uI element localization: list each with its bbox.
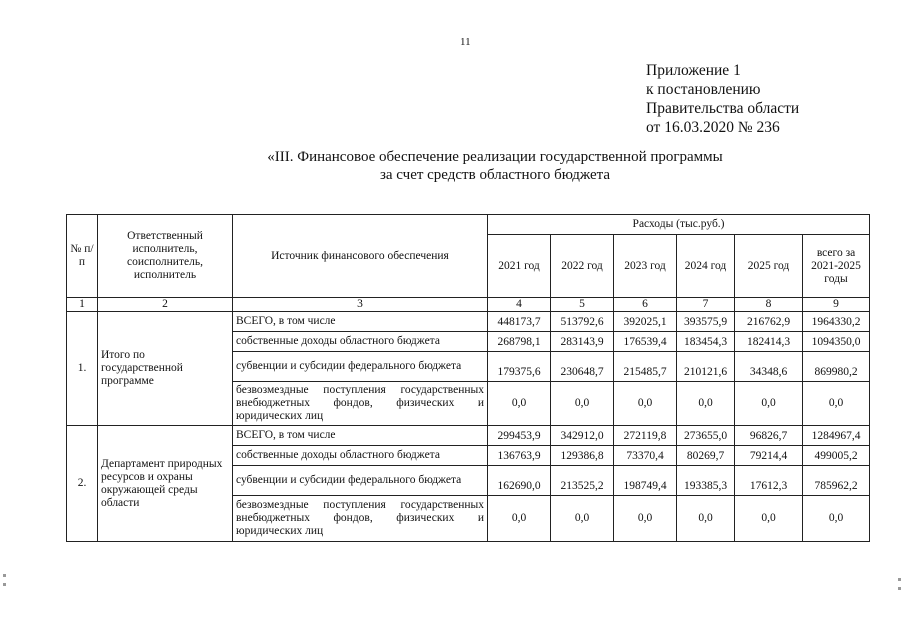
column-number: 6	[614, 298, 677, 312]
value-cell: 96826,7	[735, 426, 803, 446]
value-cell: 785962,2	[803, 466, 870, 496]
row-number: 1.	[67, 312, 98, 426]
executor-cell: Итого по государственной программе	[98, 312, 233, 426]
column-number: 8	[735, 298, 803, 312]
value-cell: 17612,3	[735, 466, 803, 496]
value-cell: 79214,4	[735, 446, 803, 466]
scan-mark	[3, 583, 6, 586]
value-cell: 0,0	[677, 496, 735, 542]
title-line-1: «III. Финансовое обеспечение реализации государственной программы	[267, 149, 723, 165]
header-expenses: Расходы (тыс.руб.)	[488, 215, 870, 235]
source-cell: безвозмездные поступления государственных внебюджетных фондов, физических и юридических лиц	[233, 382, 488, 426]
header-year-2021: 2021 год	[488, 235, 551, 298]
value-cell: 0,0	[551, 382, 614, 426]
column-number: 9	[803, 298, 870, 312]
appendix-block	[646, 61, 799, 137]
appendix-line-4: от 16.03.2020 № 236	[646, 119, 780, 136]
source-cell: ВСЕГО, в том числе	[233, 426, 488, 446]
executor-cell: Департамент природных ресурсов и охраны окружающей среды области	[98, 426, 233, 542]
header-year-2024: 2024 год	[677, 235, 735, 298]
source-cell: собственные доходы областного бюджета	[233, 446, 488, 466]
column-number: 3	[233, 298, 488, 312]
source-cell: субвенции и субсидии федерального бюджета	[233, 466, 488, 496]
value-cell: 1964330,2	[803, 312, 870, 332]
value-cell: 193385,3	[677, 466, 735, 496]
source-cell: собственные доходы областного бюджета	[233, 332, 488, 352]
source-cell: безвозмездные поступления государственных внебюджетных фондов, физических и юридических лиц	[233, 496, 488, 542]
value-cell: 73370,4	[614, 446, 677, 466]
value-cell: 215485,7	[614, 352, 677, 382]
value-cell: 299453,9	[488, 426, 551, 446]
value-cell: 129386,8	[551, 446, 614, 466]
value-cell: 273655,0	[677, 426, 735, 446]
value-cell: 136763,9	[488, 446, 551, 466]
column-number: 4	[488, 298, 551, 312]
value-cell: 0,0	[677, 382, 735, 426]
value-cell: 34348,6	[735, 352, 803, 382]
column-number-row	[67, 298, 870, 312]
table-row	[67, 312, 870, 332]
source-cell: субвенции и субсидии федерального бюджета	[233, 352, 488, 382]
value-cell: 162690,0	[488, 466, 551, 496]
header-year-2025: 2025 год	[735, 235, 803, 298]
value-cell: 513792,6	[551, 312, 614, 332]
header-row-1	[67, 215, 870, 235]
financing-table	[66, 214, 870, 542]
title-line-2: за счет средств областного бюджета	[379, 167, 611, 183]
row-number: 2.	[67, 426, 98, 542]
appendix-line-2: к постановлению	[646, 81, 761, 98]
value-cell: 0,0	[735, 382, 803, 426]
header-source: Источник финансового обеспечения	[233, 215, 488, 298]
value-cell: 268798,1	[488, 332, 551, 352]
scan-mark	[898, 587, 901, 590]
column-number: 7	[677, 298, 735, 312]
appendix-line-1: Приложение 1	[646, 62, 741, 79]
value-cell: 283143,9	[551, 332, 614, 352]
source-cell: ВСЕГО, в том числе	[233, 312, 488, 332]
value-cell: 198749,4	[614, 466, 677, 496]
value-cell: 0,0	[735, 496, 803, 542]
value-cell: 0,0	[488, 382, 551, 426]
value-cell: 176539,4	[614, 332, 677, 352]
header-num: № п/п	[67, 215, 98, 298]
value-cell: 448173,7	[488, 312, 551, 332]
value-cell: 179375,6	[488, 352, 551, 382]
value-cell: 182414,3	[735, 332, 803, 352]
value-cell: 392025,1	[614, 312, 677, 332]
value-cell: 0,0	[614, 496, 677, 542]
value-cell: 80269,7	[677, 446, 735, 466]
scan-mark	[898, 578, 901, 581]
header-executor: Ответственный исполнитель, соисполнитель, исполнитель	[98, 215, 233, 298]
value-cell: 1284967,4	[803, 426, 870, 446]
column-number: 5	[551, 298, 614, 312]
value-cell: 0,0	[488, 496, 551, 542]
value-cell: 216762,9	[735, 312, 803, 332]
value-cell: 183454,3	[677, 332, 735, 352]
table-row	[67, 426, 870, 446]
column-number: 1	[67, 298, 98, 312]
header-total: всего за 2021-2025 годы	[803, 235, 870, 298]
value-cell: 393575,9	[677, 312, 735, 332]
appendix-line-3: Правительства области	[646, 100, 800, 117]
page-number: 11	[460, 36, 471, 48]
value-cell: 213525,2	[551, 466, 614, 496]
value-cell: 342912,0	[551, 426, 614, 446]
value-cell: 0,0	[551, 496, 614, 542]
value-cell: 0,0	[803, 382, 870, 426]
column-number: 2	[98, 298, 233, 312]
value-cell: 0,0	[803, 496, 870, 542]
value-cell: 869980,2	[803, 352, 870, 382]
header-year-2022: 2022 год	[551, 235, 614, 298]
scan-mark	[3, 574, 6, 577]
value-cell: 230648,7	[551, 352, 614, 382]
value-cell: 1094350,0	[803, 332, 870, 352]
header-year-2023: 2023 год	[614, 235, 677, 298]
value-cell: 0,0	[614, 382, 677, 426]
value-cell: 272119,8	[614, 426, 677, 446]
document-title	[230, 148, 760, 184]
value-cell: 210121,6	[677, 352, 735, 382]
value-cell: 499005,2	[803, 446, 870, 466]
